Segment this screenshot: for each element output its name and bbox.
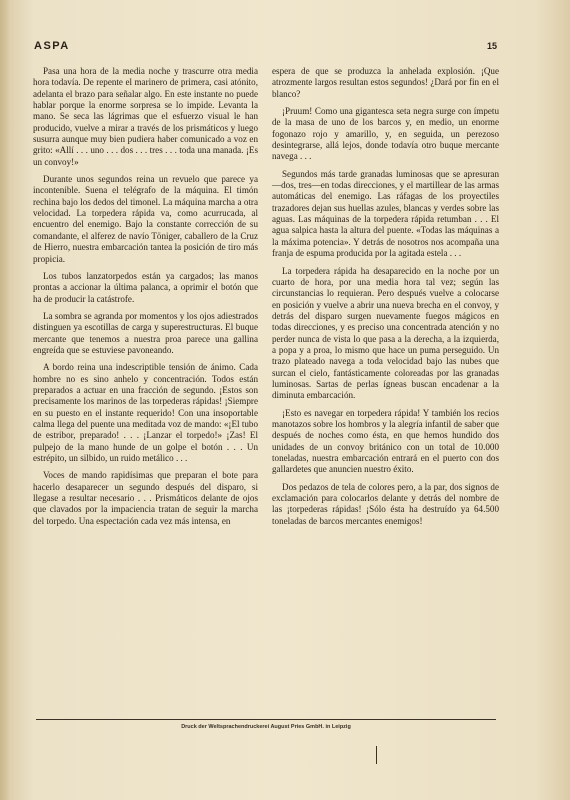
paragraph: espera de que se produzca la anhelada explosión. ¡Que atrozmente largos resultan estos segundos! ¿Dará por fin en el blanco? bbox=[272, 66, 499, 99]
paragraph: La sombra se agranda por momentos y los ojos adiestrados distinguen ya escotillas de carga y superestructuras. El buque mercante que tenemos a nuestra proa parece una gallina engreída que se estuviese pavoneando. bbox=[33, 310, 258, 355]
page-number: 15 bbox=[486, 41, 497, 51]
paragraph: Voces de mando rapidísimas que preparan el bote para hacerlo desaparecer un segundo después del disparo, si llegase a resultar necesario . . . Prismáticos delante de ojos que clavados por la impaciencia tratan de seguir la marcha del torpedo. Una espectación cada vez más intensa, en bbox=[33, 470, 258, 526]
paragraph: La torpedera rápida ha desaparecido en la noche por un cuarto de hora, por una media hora tal vez; según las circunstancias lo requieran. Pero después vuelve a colocarse en posición y vuelve a abrir una nueva brecha en el convoy, y detrás del disparo surgen nuevamente fuegos mágicos en todas direcciones, y es preciso una concentrada atención y no perder nunca de vista lo que pasa a la derecha, a la izquierda, a popa y a proa, lo mismo que hace un puma perseguido. Un trazo plateado navega a toda velocidad bajo las nubes que surcan el cielo, fantásticamente coloreadas por las granadas luminosas. Sartas de perlas ígneas buscan encadenar a la diminuta embarcación. bbox=[272, 265, 499, 401]
paragraph: Segundos más tarde granadas luminosas que se apresuran—dos, tres—en todas direcciones, y el martillear de las armas automáticas del enemigo. Las ráfagas de los proyectiles trazadores dejan sus huellas azules, blancas y verdes sobre las aguas. Las máquinas de la torpedera rápida retumban . . . El agua salpica hasta la altura del puente. «Todas las máquinas a la máxima potencia». Y detrás de nosotros nos acompaña una franja de espuma producida por la agitada estela . . . bbox=[272, 168, 499, 259]
footer-divider bbox=[36, 719, 496, 720]
printer-imprint: Druck der Weltsprachendruckerei August Pries GmbH. in Leipzig bbox=[181, 724, 351, 730]
paragraph: Dos pedazos de tela de colores pero, a la par, dos signos de exclamación para colocarlos delante y detrás del nombre de las ¡torpederas rápidas! ¡Sólo ésta ha destruído ya 64.500 toneladas de barcos mercantes enemigos! bbox=[272, 481, 499, 526]
binding-mark bbox=[376, 746, 377, 764]
page-edge-shadow bbox=[0, 0, 10, 800]
magazine-title: ASPA bbox=[34, 40, 70, 52]
right-column bbox=[272, 66, 499, 533]
paragraph: ¡Esto es navegar en torpedera rápida! Y también los recios manotazos sobre los hombros y la alegría infantil de saber que después de noches como ésta, en que hemos hundido dos unidades de un convoy británico con un total de 10.000 toneladas, nuestra embarcación entrará en el puerto con dos gallardetes que anuncien nuestro éxito. bbox=[272, 407, 499, 475]
left-column bbox=[33, 66, 258, 533]
paragraph: Durante unos segundos reina un revuelo que parece ya incontenible. Suena el telégrafo de la máquina. El timón rechina bajo los dedos del timonel. La máquina marcha a otra velocidad. La torpedera rápida va, como acurrucada, al encuentro del enemigo. Bajo la constante corrección de su comandante, el alferez de navío Töniger, caballero de la Cruz de Hierro, nuestra embarcación tantea la posición de tiro más propicia. bbox=[33, 174, 258, 264]
running-header bbox=[34, 40, 497, 52]
paragraph: Pasa una hora de la media noche y trascurre otra media hora todavía. De repente el marinero de primera, casi atónito, adelanta el brazo para señalar algo. En este instante no puede hablar porque la enorme sorpresa se lo impide. Levanta la mano. Se seca las lágrimas que el esfuerzo visual le han producido, vuelve a mirar a través de los prismáticos y luego susurra aunque muy bien pudiera haber comunicado a voz en grito: «Allí . . . uno . . . dos . . . tres . . . toda una manada. ¡Es un convoy!» bbox=[33, 66, 258, 167]
paragraph: ¡Pruum! Como una gigantesca seta negra surge con ímpetu de la masa de uno de los barcos y, en medio, un enorme fogonazo rojo y amarillo, y, en seguida, un perezoso desintegrarse, allá lejos, donde todavía otro buque mercante navega . . . bbox=[272, 106, 499, 162]
paragraph: Los tubos lanzatorpedos están ya cargados; las manos prontas a accionar la última palanca, a oprimir el botón que ha de producir la catástrofe. bbox=[33, 270, 258, 304]
paragraph: A bordo reina una indescriptible tensión de ánimo. Cada hombre no es sino anhelo y concentración. Todos están preparados a actuar en una fracción de segundo. ¡Estos son precisamente los marinos de las torpederas rápidas! ¡Siempre en su puesto en el instante requerido! Con una insoportable calma llega del puente una meditada voz de mando: «¡El tubo de estribor, preparado! . . . ¡Lanzar el torpedo!» ¡Zas! El pulpejo de la mano hunde de un golpe el botón . . . Un estrépito, un silbido, un ruido metálico . . . bbox=[33, 362, 258, 463]
